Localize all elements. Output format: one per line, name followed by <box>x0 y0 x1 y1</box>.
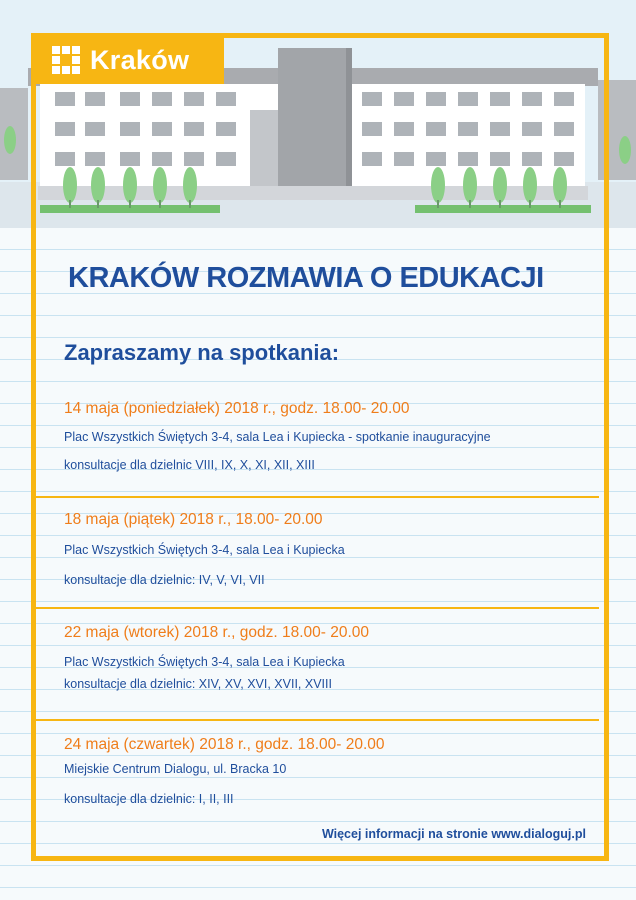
krakow-logo <box>34 36 224 84</box>
event-4 <box>64 736 584 806</box>
event-place: Plac Wszystkich Świętych 3-4, sala Lea i Kupiecka - spotkanie inauguracyjne <box>64 430 491 444</box>
page-title: KRAKÓW ROZMAWIA O EDUKACJI <box>68 262 544 294</box>
event-consultation: konsultacje dla dzielnic VIII, IX, X, XI, XII, XIII <box>64 458 315 472</box>
logo-text: Kraków <box>90 44 190 75</box>
event-consultation: konsultacje dla dzielnic: I, II, III <box>64 792 234 806</box>
event-date: 22 maja (wtorek) 2018 r., godz. 18.00- 20.00 <box>64 624 370 641</box>
event-3 <box>64 624 584 691</box>
event-place: Miejskie Centrum Dialogu, ul. Bracka 10 <box>64 762 287 776</box>
event-date: 18 maja (piątek) 2018 r., 18.00- 20.00 <box>64 511 323 528</box>
event-date: 24 maja (czwartek) 2018 r., godz. 18.00- 20.00 <box>64 736 385 753</box>
event-consultation: konsultacje dla dzielnic: IV, V, VI, VII <box>64 573 265 587</box>
divider <box>34 719 599 721</box>
krakow-logo-icon <box>52 46 80 74</box>
event-2 <box>64 511 584 587</box>
divider <box>34 496 599 498</box>
event-consultation: konsultacje dla dzielnic: XIV, XV, XVI, XVII, XVIII <box>64 677 332 691</box>
event-place: Plac Wszystkich Świętych 3-4, sala Lea i Kupiecka <box>64 543 345 557</box>
event-place: Plac Wszystkich Świętych 3-4, sala Lea i Kupiecka <box>64 655 345 669</box>
divider <box>34 607 599 609</box>
footer-more-info: Więcej informacji na stronie www.dialoguj.pl <box>321 827 586 841</box>
event-date: 14 maja (poniedziałek) 2018 r., godz. 18.00- 20.00 <box>64 400 410 417</box>
event-1 <box>64 400 584 472</box>
page-subtitle: Zapraszamy na spotkania: <box>64 340 340 365</box>
